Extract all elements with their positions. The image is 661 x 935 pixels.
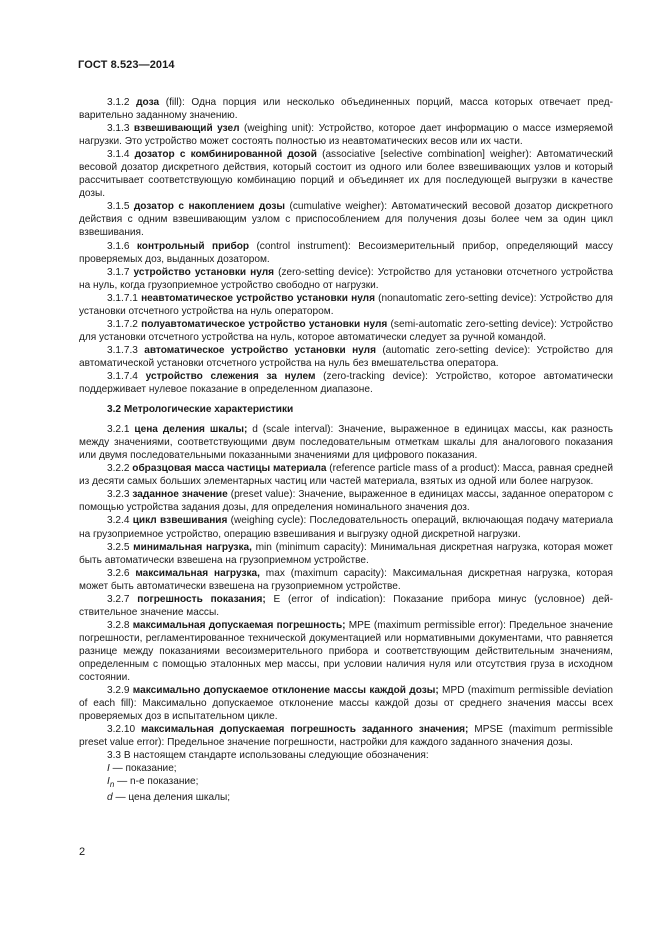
definition-3-2-3	[79, 488, 613, 514]
definition-term: доза	[136, 97, 160, 108]
definition-3-2-6	[79, 567, 613, 593]
definition-term: максимальная нагрузка,	[135, 567, 260, 579]
definition-text: (semi-automatic zero-setting device): Устройство для установки отсчетного устройства на нуль, которое автоматически следует за ручной командой.	[79, 318, 613, 343]
symbol-letter: I	[107, 776, 110, 788]
definition-number: 3.2.8	[107, 619, 130, 631]
definition-term: максимальная допускаемая погрешность заданного значения;	[141, 724, 469, 736]
definition-number: 3.2.7	[107, 593, 130, 605]
definition-3-1-7-1	[79, 292, 613, 318]
definition-text: MPD (maximum permissible deviation of each fill): Максимально допускаемое отклонение массы каждой дозы от среднего значения массы всех проверяемых доз в испытательном цикле.	[79, 685, 613, 723]
definition-term: погрешность показания;	[137, 593, 266, 605]
definition-term: заданное значение	[132, 489, 228, 501]
definition-text: (automatic zero-setting device): Устройство для автоматической установки отсчетного устройства на нуль без вмешательства оператора.	[79, 344, 613, 369]
definition-text: MPE (maximum permissible error): Предельное значение погрешности, регламентированное технической документацией или нормативными документами, что равняется разнице между показаниями весоизмерительного прибора и соответствующим действительным значениям, определенным с помощью эталонных мер массы, при условии наличия нуля или отсутствия груза в исходном состоянии.	[79, 619, 614, 684]
symbol-meaning: — n-е показание;	[117, 776, 199, 788]
definition-3-1-6	[79, 240, 613, 266]
definition-text: MPSE (maximum permissible preset value error): Предельное значение погрешности, настройки для каждого заданного значения дозы.	[79, 724, 613, 749]
definition-number: 3.1.3	[107, 123, 130, 135]
definition-term: дозатор с комбинированной дозой	[134, 149, 317, 161]
definition-term: цикл взвешивания	[132, 515, 228, 527]
definition-number: 3.2.10	[107, 724, 136, 736]
definition-text: (weighing unit): Устройство, которое дает информацию о массе измеряемой нагрузки. Это устройство может состоять полностью из неавтоматических весов или их части.	[79, 123, 613, 148]
definition-number: 3.1.7.4	[107, 370, 138, 382]
definition-3-2-8	[79, 619, 613, 684]
definition-term: максимально допускаемое отклонение массы каждой дозы;	[132, 685, 439, 697]
definition-number: 3.1.7.2	[107, 318, 138, 330]
definition-text: (control instrument): Весоизмерительный прибор, определяющий массу проверяемых доз, выданных дозатором.	[79, 240, 613, 265]
definition-3-1-7-2	[79, 318, 613, 344]
definition-text: (zero-tracking device): Устройство, которое автоматически поддерживает нулевое показание в определенном диапазоне.	[79, 370, 613, 396]
definition-3-1-7	[79, 266, 613, 292]
document-header: ГОСТ 8.523—2014	[78, 59, 175, 71]
definition-number: 3.2.4	[107, 515, 130, 527]
symbol-item	[79, 762, 613, 775]
symbol-item	[79, 775, 613, 791]
definition-number: 3.1.5	[107, 201, 130, 213]
definition-term: цена деления шкалы;	[134, 424, 248, 436]
definition-term: максимальная допускаемая погрешность;	[132, 619, 346, 631]
section-3-2	[79, 423, 613, 749]
definition-term: устройство установки нуля	[133, 266, 275, 278]
definition-number: 3.1.7.3	[107, 344, 138, 356]
definition-3-2-9	[79, 684, 613, 723]
definition-text: (preset value): Значение, выраженное в единицах массы, заданное оператором с помощью устройства задания дозы, для определения номинального значения доз.	[79, 489, 613, 514]
definition-3-2-4	[79, 514, 613, 540]
definition-number: 3.2.5	[107, 541, 130, 553]
definition-3-1-5	[79, 200, 613, 239]
definition-text: (fill): Одна порция или несколько объединенных порций, масса которых отвечает предварительно заданному значению.	[79, 97, 614, 122]
definition-3-2-5	[79, 541, 613, 567]
definition-number: 3.1.4	[107, 149, 130, 161]
definition-3-1-3	[79, 122, 613, 148]
section-3-1	[79, 96, 613, 396]
symbol-letter: I	[107, 763, 110, 775]
definition-text: (nonautomatic zero-setting device): Устройство для установки отсчетного устройства на нуль оператором.	[79, 292, 613, 317]
definition-number: 3.1.2	[107, 97, 130, 108]
definition-3-1-7-3	[79, 344, 613, 370]
definition-3-2-1	[79, 423, 613, 462]
definition-text: E (error of indication): Показание прибора минус (условное) действительное значение массы.	[79, 593, 613, 618]
symbol-subscript: n	[109, 780, 115, 790]
page-number: 2	[79, 846, 86, 858]
definition-number: 3.1.7	[107, 266, 130, 278]
definition-text: (weighing cycle): Последовательность операций, включающая подачу материала на грузоприемное устройство, операцию взвешивания и выгрузку одной дискретной нагрузки.	[79, 515, 613, 540]
definition-term: контрольный прибор	[136, 240, 250, 252]
definition-term: взвешивающий узел	[133, 123, 240, 135]
definition-number: 3.2.3	[107, 489, 130, 501]
definition-text: (cumulative weigher): Автоматический весовой дозатор дискретного действия с одним взвешивающим узлом с приспособлением для получения дозы более чем за один цикл взвешивания.	[79, 201, 614, 239]
definition-number: 3.1.7.1	[107, 292, 138, 304]
section-3-2-heading: 3.2 Метрологические характеристики	[107, 404, 294, 416]
definition-term: полуавтоматическое устройство установки нуля	[141, 318, 388, 330]
definition-text: min (minimum capacity): Минимальная дискретная нагрузка, которая может быть автоматически взвешена на грузоприемном устройстве.	[79, 541, 613, 566]
section-3-3-intro: 3.3 В настоящем стандарте использованы следующие обозначения:	[107, 750, 429, 762]
definition-term: неавтоматическое устройство установки нуля	[141, 292, 375, 304]
definition-text: (zero-setting device): Устройство для установки отсчетного устройства на нуль, когда грузоприемное устройство свободно от нагрузки.	[79, 266, 613, 291]
symbol-letter: d	[107, 792, 113, 804]
symbol-item	[79, 791, 613, 804]
definition-text: d (scale interval): Значение, выраженное в единицах массы, как разность между значениями, соответствующими двум последовательным отметкам шкалы для аналогового показания или двумя последовательными показанными значениями для цифрового показания.	[79, 424, 614, 462]
definition-number: 3.1.6	[107, 240, 130, 252]
symbol-meaning: — цена деления шкалы;	[115, 792, 231, 804]
definition-3-2-2	[79, 462, 613, 488]
definition-term: образцовая масса частицы материала	[132, 463, 327, 475]
definition-text: (associative [selective combination] weigher): Автоматический весовой дозатор дискретного действия, который состоит из одного или более взвешивающих узлов и который рассчитывает соответствующую комбинацию порций и объединяет их для последующей выгрузки в качестве дозы.	[79, 149, 613, 200]
definition-number: 3.2.6	[107, 567, 130, 579]
definition-term: минимальная нагрузка,	[133, 541, 252, 553]
definition-3-1-2	[79, 96, 613, 122]
definition-term: устройство слежения за нулем	[145, 370, 316, 382]
definition-text: max (maximum capacity): Максимальная дискретная нагрузка, которая может быть автоматически взвешена на грузоприемном устройстве.	[79, 567, 613, 592]
definition-number: 3.2.1	[107, 424, 130, 436]
definition-3-1-4	[79, 148, 613, 200]
definition-3-2-7	[79, 593, 613, 619]
definition-number: 3.2.2	[107, 463, 130, 475]
symbol-list	[79, 762, 613, 804]
document-body	[79, 96, 613, 805]
definition-text: (reference particle mass of a product): Масса, равная средней из десяти самых больших элементарных частиц или частей материала, взятых из одной или более нагрузок.	[79, 463, 614, 488]
definition-3-1-7-4	[79, 370, 613, 396]
definition-term: дозатор с накоплением дозы	[133, 201, 286, 213]
definition-term: автоматическое устройство установки нуля	[144, 344, 376, 356]
definition-number: 3.2.9	[107, 685, 130, 697]
symbol-meaning: — показание;	[112, 763, 177, 775]
definition-3-2-10	[79, 723, 613, 749]
